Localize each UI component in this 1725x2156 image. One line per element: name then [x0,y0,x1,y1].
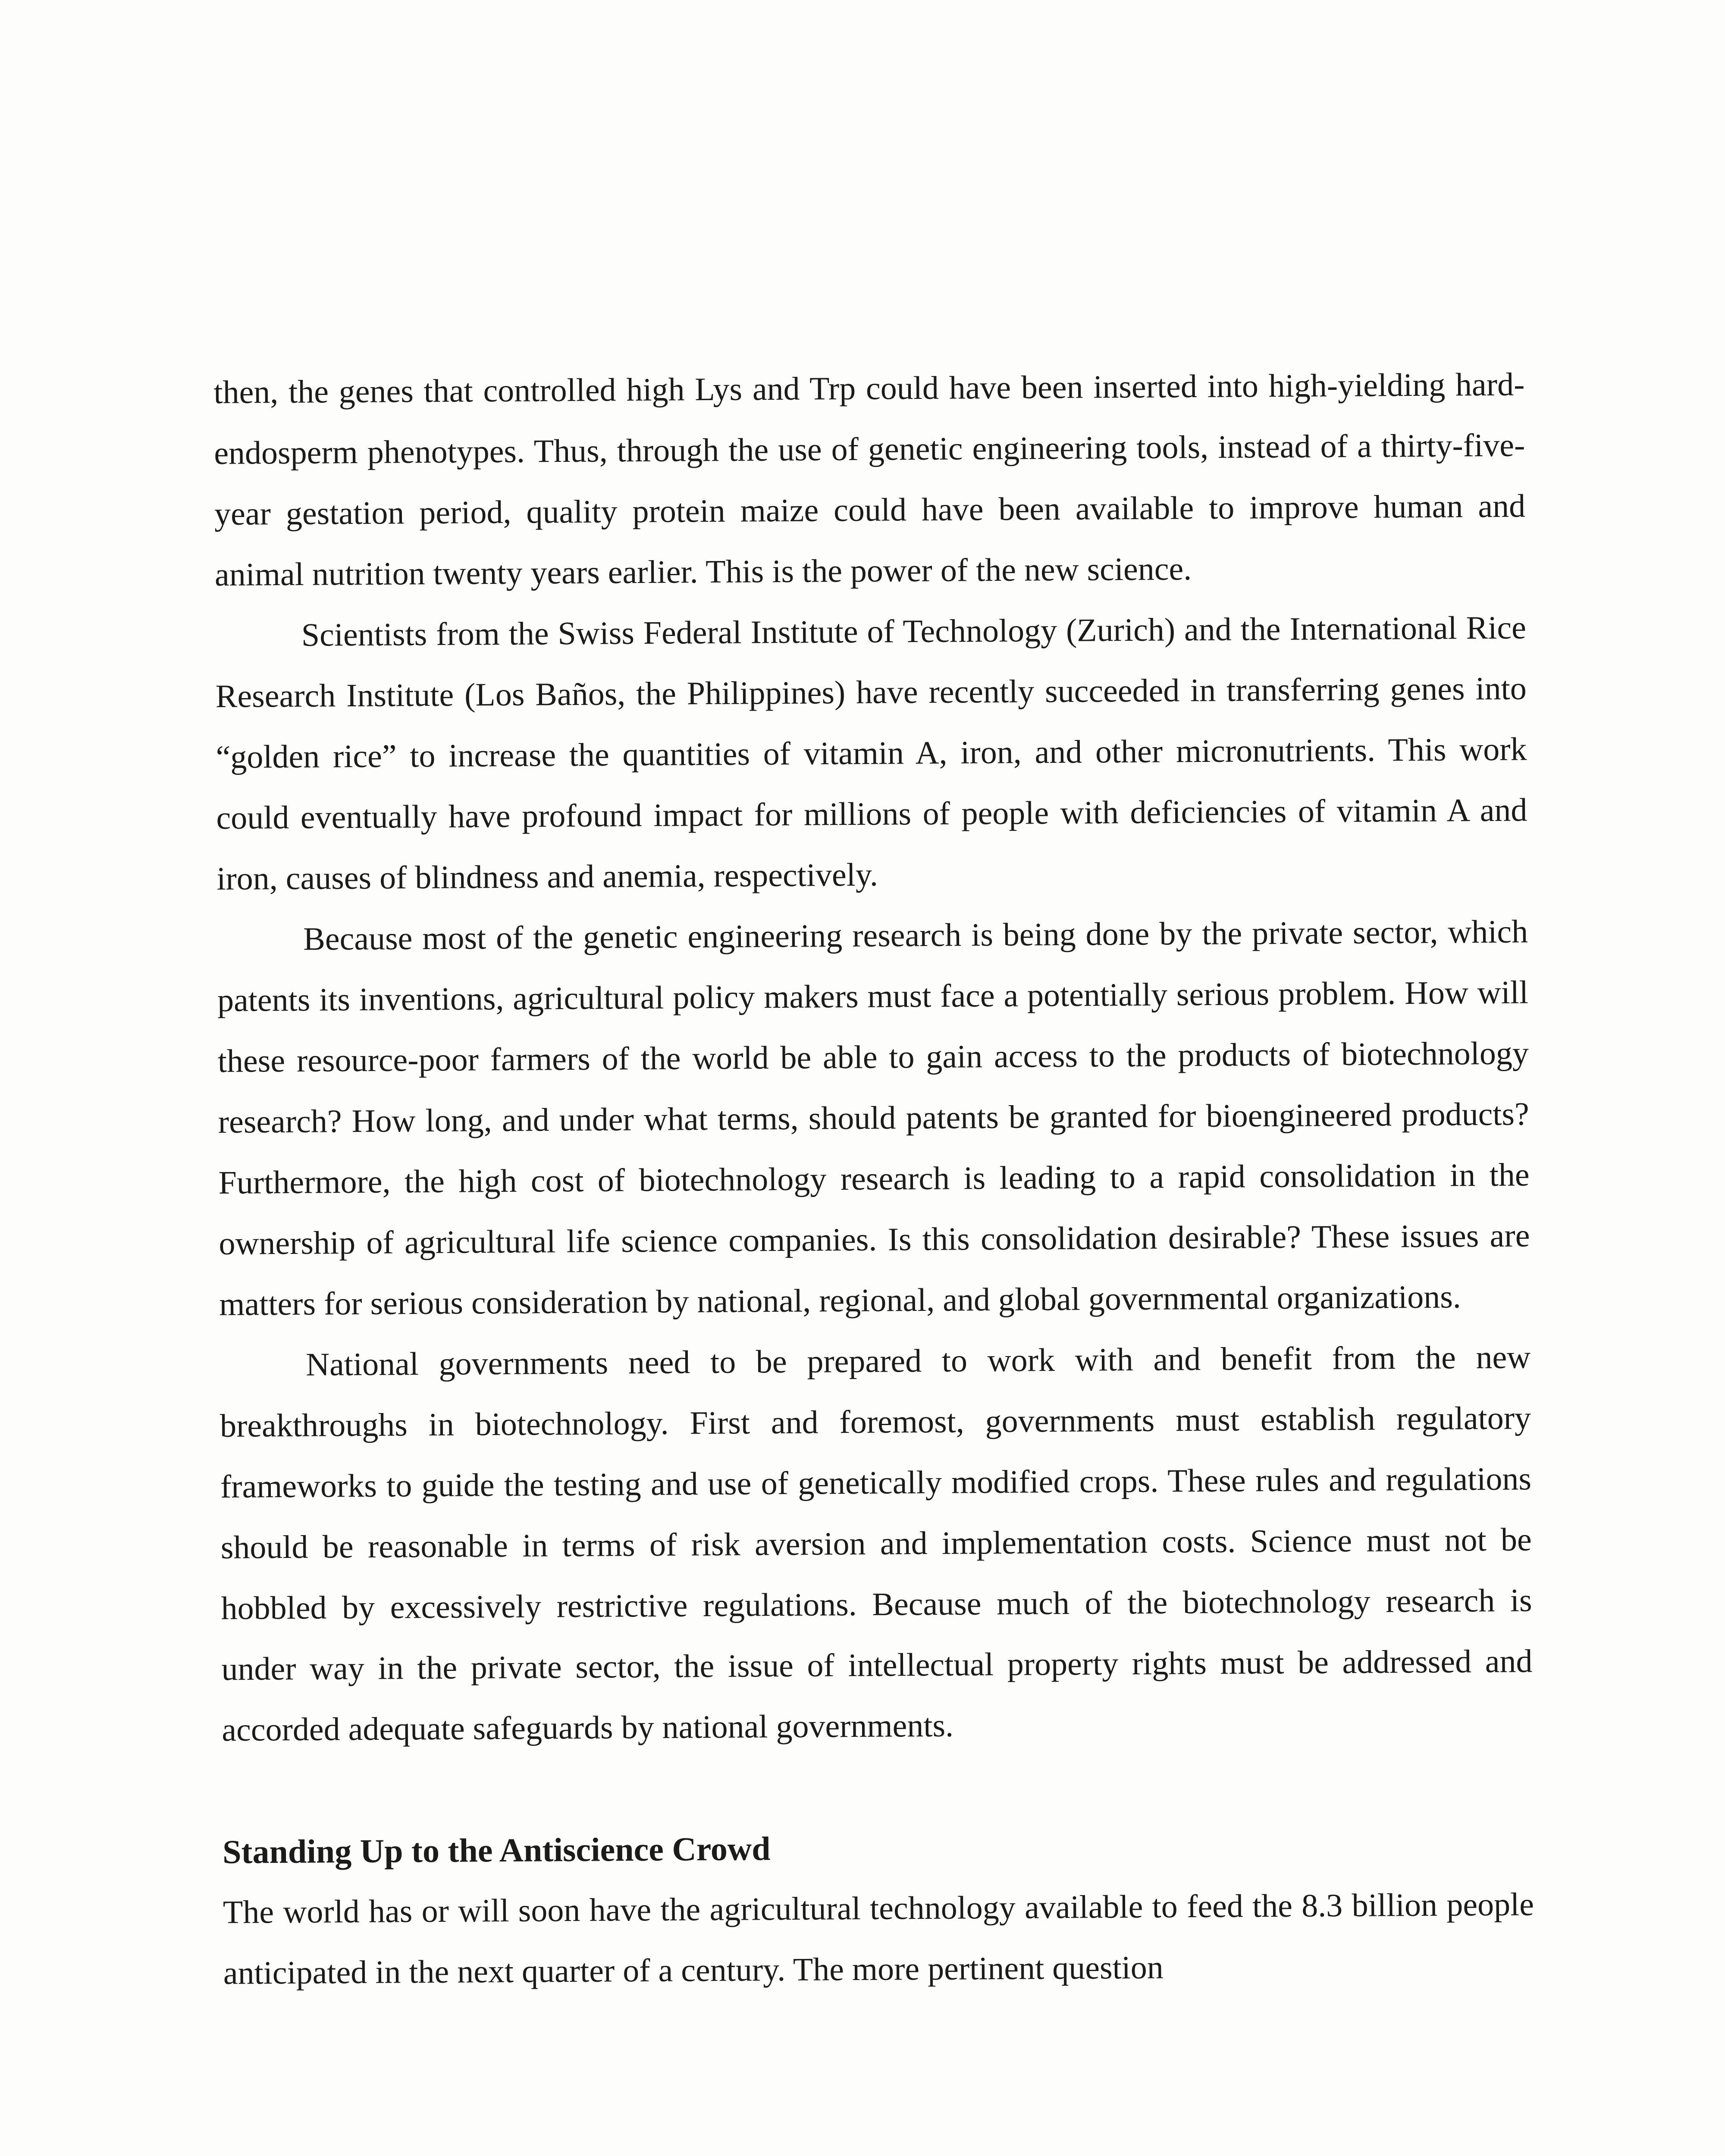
paragraph-golden-rice: Scientists from the Swiss Federal Institute of Technology (Zurich) and the International Rice Research Institute (Los Baños, the Philippines) have recently succeeded in transferring genes into “golden rice” to increase the quantities of vitamin A, iron, and other micronutrients. This work could eventually have profound impact for millions of people with deficiencies of vitamin A and iron, causes of blindness and anemia, respectively. [215,609,1527,897]
section-heading: Standing Up to the Antiscience Crowd [222,1830,771,1871]
body-text [213,354,1534,2003]
paragraph-patents: Because most of the genetic engineering research is being done by the private sector, which patents its inventions, agricultural policy makers must face a potentially serious problem. How will these resource-poor farmers of the world be able to gain access to the products of biotechnology research? How long, and under what terms, should patents be granted for bioengineered products? Furthermore, the high cost of biotechnology research is leading to a rapid consolidation in the ownership of agricultural life science companies. Is this consolidation desirable? These issues are matters for serious consideration by national, regional, and global governmental organizations. [217,913,1530,1322]
section-paragraph: The world has or will soon have the agricultural technology available to feed the 8.3 billion people anticipated in the next quarter of a century. The more pertinent question [223,1886,1534,1991]
paragraph-continued: then, the genes that controlled high Lys and Trp could have been inserted into high-yielding hard-endosperm phenotypes. Thus, through the use of genetic engineering tools, instead of a thirty-five-year gestation period, quality protein maize could have been available to improve human and animal nutrition twenty years earlier. This is the power of the new science. [213,366,1526,593]
paragraph-governments: National governments need to be prepared to work with and benefit from the new breakthroughs in biotechnology. First and foremost, governments must establish regulatory frameworks to guide the testing and use of genetically modified crops. These rules and regulations should be reasonable in terms of risk aversion and implementation costs. Science must not be hobbled by excessively restrictive regulations. Because much of the biotechnology research is under way in the private sector, the issue of intellectual property rights must be addressed and accorded adequate safeguards by national governments. [220,1339,1533,1748]
